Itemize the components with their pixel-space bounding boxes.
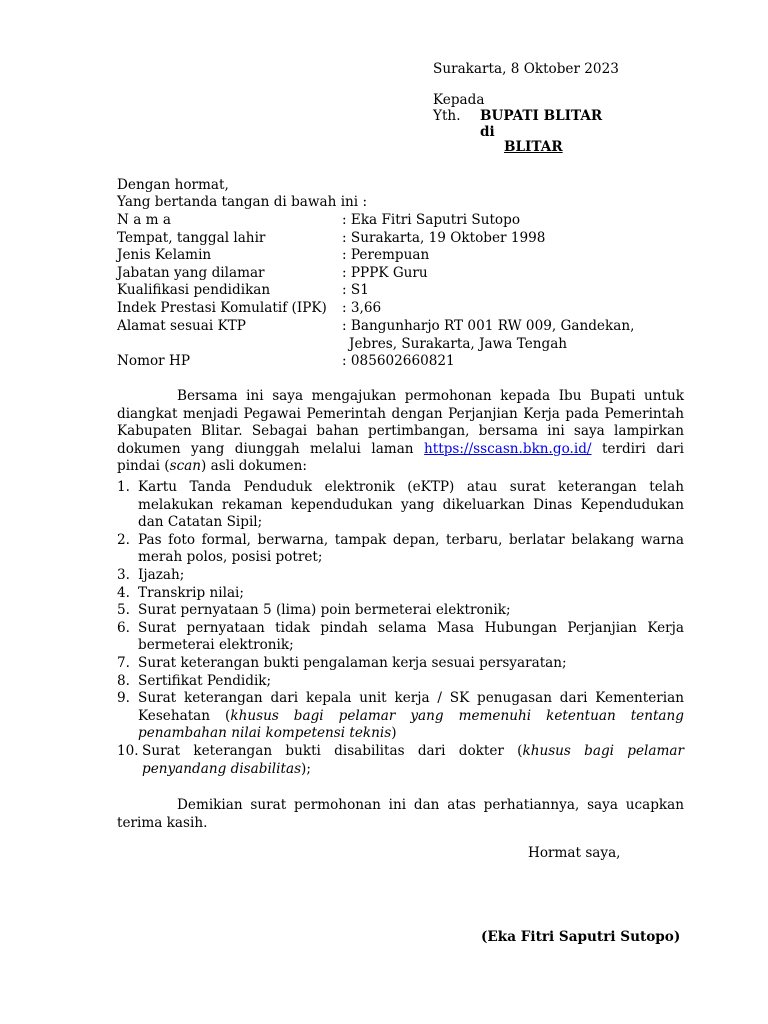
- list-text: Ijazah;: [138, 566, 185, 583]
- closing-paragraph: Demikian surat permohonan ini dan atas perhatiannya, saya ucapkan terima kasih.: [117, 797, 684, 831]
- yth-label: Yth.: [433, 108, 461, 124]
- body-paragraph: [117, 388, 684, 476]
- body-text: Bersama ini saya mengajukan permohonan kepada Ibu Bupati untuk diangkat menjadi Pegawai Pemerintah dengan Perjanjian Kerja pada Pemerintah Kabupaten Blitar. Sebagai bahan pertimbangan, bersama ini saya lampirkan dokumen yang diunggah melalui laman: [117, 388, 684, 457]
- field-label-ipk: Indek Prestasi Komulatif (IPK): [117, 300, 327, 316]
- field-label-kualifikasi: Kualifikasi pendidikan: [117, 282, 271, 298]
- greeting: Dengan hormat,: [117, 177, 229, 193]
- field-label-gender: Jenis Kelamin: [117, 247, 212, 263]
- body-text-after-a: terdiri dari pindai (: [117, 440, 684, 475]
- field-label-ttl: Tempat, tanggal lahir: [117, 230, 266, 246]
- field-value-nama: : Eka Fitri Saputri Sutopo: [342, 212, 520, 228]
- kepada-label: Kepada: [433, 92, 485, 108]
- recipient-city: BLITAR: [504, 139, 563, 155]
- list-number: 5.: [117, 602, 130, 619]
- field-label-alamat: Alamat sesuai KTP: [117, 318, 246, 334]
- field-value-jabatan: : PPPK Guru: [342, 265, 428, 281]
- field-label-nama: N a m a: [117, 212, 171, 228]
- list-text: Surat pernyataan 5 (lima) poin bermeterai elektronik;: [138, 602, 511, 619]
- field-value-gender: : Perempuan: [342, 247, 430, 263]
- list-text: Surat keterangan bukti disabilitas dari dokter (: [142, 742, 523, 759]
- body-text-scan: scan: [169, 458, 202, 475]
- di-label: di: [480, 124, 495, 140]
- list-text: Kartu Tanda Penduduk elektronik (eKTP) atau surat keterangan telah melakukan rekaman kependudukan yang dikeluarkan Dinas Kependudukan dan Catatan Sipil;: [138, 479, 684, 531]
- place-date: Surakarta, 8 Oktober 2023: [433, 61, 619, 77]
- field-value-hp: : 085602660821: [342, 353, 455, 369]
- list-item: [117, 673, 684, 691]
- list-item: [117, 532, 684, 567]
- field-value-alamat: : Bangunharjo RT 001 RW 009, Gandekan,: [342, 318, 635, 334]
- list-item: [117, 479, 684, 532]
- field-label-jabatan: Jabatan yang dilamar: [117, 265, 265, 281]
- intro-line: Yang bertanda tangan di bawah ini :: [117, 194, 368, 210]
- list-text: Surat keterangan bukti pengalaman kerja sesuai persyaratan;: [138, 654, 567, 671]
- list-text-italic: khusus bagi pelamar penyandang disabilitas: [142, 742, 684, 777]
- body-text-after-b: ) asli dokumen:: [201, 458, 307, 475]
- list-item: [117, 620, 684, 655]
- list-text-tail: );: [301, 760, 311, 777]
- list-number: 2.: [117, 531, 130, 548]
- list-item: [117, 585, 684, 603]
- list-number: 3.: [117, 566, 130, 583]
- list-text: Surat keterangan dari kepala unit kerja / SK penugasan dari Kementerian Kesehatan (: [138, 690, 684, 724]
- list-text: Pas foto formal, berwarna, tampak depan, terbaru, berlatar belakang warna merah polos, posisi potret;: [138, 531, 684, 566]
- sscasn-link[interactable]: https://sscasn.bkn.go.id/: [424, 440, 592, 457]
- list-text: Sertifikat Pendidik;: [138, 672, 272, 689]
- requirements-list: [117, 479, 684, 778]
- signoff: Hormat saya,: [528, 845, 621, 861]
- signature-name: (Eka Fitri Saputri Sutopo): [481, 929, 681, 945]
- field-value-alamat-line2: Jebres, Surakarta, Jawa Tengah: [349, 336, 568, 352]
- list-text: Surat pernyataan tidak pindah selama Masa Hubungan Perjanjian Kerja bermeterai elektronik;: [138, 619, 684, 654]
- recipient-title: BUPATI BLITAR: [480, 108, 603, 124]
- list-item: [117, 690, 684, 743]
- list-item: [117, 743, 684, 778]
- list-text-italic: khusus bagi pelamar yang memenuhi ketentuan tentang penambahan nilai kompetensi teknis: [138, 707, 684, 742]
- list-item: [117, 567, 684, 585]
- list-number: 9.: [117, 690, 130, 707]
- list-number: 10.: [117, 742, 139, 759]
- field-value-ttl: : Surakarta, 19 Oktober 1998: [342, 230, 546, 246]
- list-item: [117, 602, 684, 620]
- list-number: 8.: [117, 672, 130, 689]
- list-number: 1.: [117, 479, 130, 495]
- list-item: [117, 655, 684, 673]
- list-number: 6.: [117, 619, 130, 636]
- field-value-kualifikasi: : S1: [342, 282, 369, 298]
- list-number: 7.: [117, 654, 130, 671]
- field-value-ipk: : 3,66: [342, 300, 382, 316]
- list-text: Transkrip nilai;: [138, 584, 244, 601]
- list-number: 4.: [117, 584, 130, 601]
- list-text-tail: ): [391, 725, 397, 742]
- field-label-hp: Nomor HP: [117, 353, 190, 369]
